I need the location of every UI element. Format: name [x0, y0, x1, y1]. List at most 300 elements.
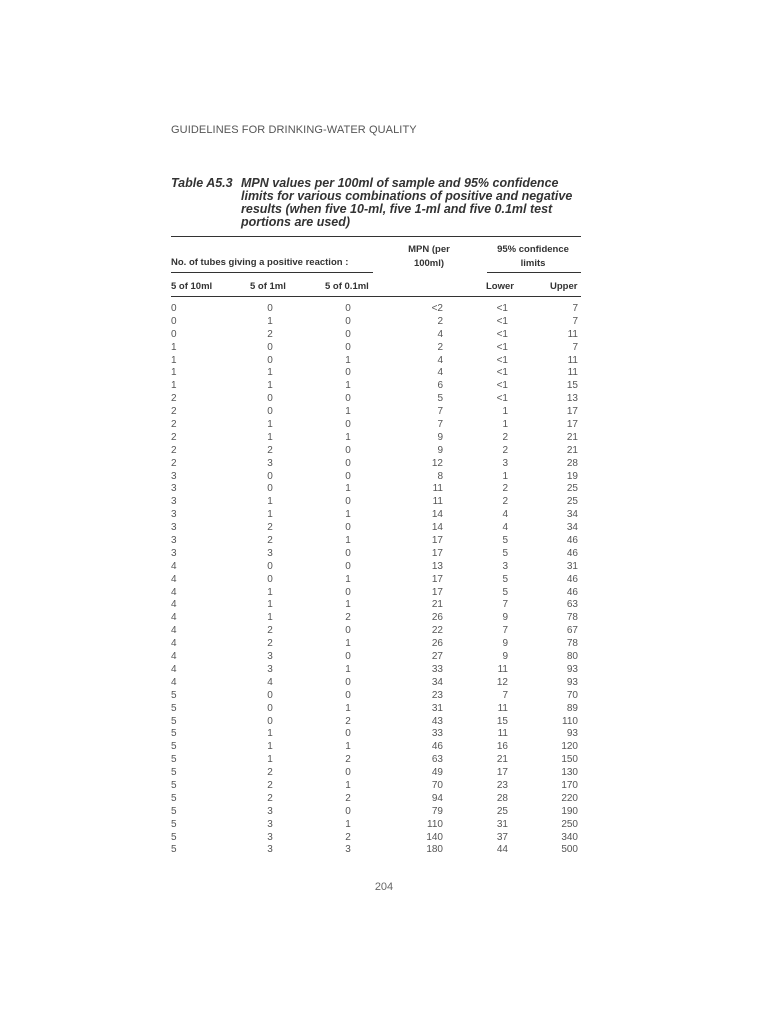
cell-1ml: 0: [267, 483, 273, 495]
cell-lower: 2: [502, 431, 508, 443]
cell-mpn: 46: [431, 741, 443, 753]
cell-01ml: 1: [345, 702, 351, 714]
table-row: [171, 548, 581, 561]
cell-upper: 46: [566, 535, 578, 547]
table-row: [171, 432, 581, 445]
cell-01ml: 0: [345, 341, 351, 353]
cell-01ml: 2: [345, 754, 351, 766]
cell-1ml: 1: [267, 419, 273, 431]
cell-10ml: 5: [171, 779, 177, 791]
cell-01ml: 1: [345, 406, 351, 418]
cell-mpn: 70: [431, 779, 443, 791]
cell-lower: <1: [496, 380, 508, 392]
cell-lower: 4: [502, 509, 508, 521]
cell-01ml: 2: [345, 792, 351, 804]
cell-mpn: 140: [426, 831, 443, 843]
table-row: [171, 728, 581, 741]
table-row: [171, 522, 581, 535]
table-row: [171, 651, 581, 664]
cell-upper: 78: [566, 612, 578, 624]
cell-10ml: 5: [171, 715, 177, 727]
cell-01ml: 0: [345, 522, 351, 534]
cell-10ml: 2: [171, 393, 177, 405]
cell-01ml: 0: [345, 689, 351, 701]
cell-01ml: 0: [345, 470, 351, 482]
cell-mpn: 6: [437, 380, 443, 392]
cell-upper: 46: [566, 586, 578, 598]
cell-mpn: 22: [431, 625, 443, 637]
cell-lower: 17: [496, 767, 508, 779]
cell-1ml: 2: [267, 767, 273, 779]
table-title: MPN values per 100ml of sample and 95% confidence limits for various combinations of positive and negative results (when five 10-ml, five 1-ml and five 0.1ml test portions are used): [241, 176, 573, 229]
cell-lower: 5: [502, 547, 508, 559]
cell-01ml: 1: [345, 431, 351, 443]
cell-lower: 11: [497, 702, 508, 714]
cell-mpn: 14: [431, 509, 443, 521]
table-row: [171, 780, 581, 793]
table-row: [171, 535, 581, 548]
cell-10ml: 5: [171, 754, 177, 766]
cell-1ml: 2: [267, 535, 273, 547]
cell-1ml: 2: [267, 779, 273, 791]
cell-10ml: 5: [171, 818, 177, 830]
cell-lower: 3: [502, 560, 508, 572]
cell-upper: 19: [566, 470, 578, 482]
table-row: [171, 625, 581, 638]
cell-10ml: 3: [171, 496, 177, 508]
cell-upper: 170: [561, 779, 578, 791]
cell-01ml: 0: [345, 315, 351, 327]
cell-lower: 12: [496, 676, 508, 688]
cell-10ml: 4: [171, 573, 177, 585]
cell-lower: 2: [502, 496, 508, 508]
header-tubes-group: No. of tubes giving a positive reaction :: [171, 257, 349, 268]
cell-upper: 93: [566, 663, 578, 675]
table-row: [171, 703, 581, 716]
cell-01ml: 0: [345, 457, 351, 469]
cell-lower: <1: [496, 393, 508, 405]
cell-1ml: 0: [267, 393, 273, 405]
cell-1ml: 1: [267, 496, 273, 508]
cell-lower: 44: [496, 844, 508, 856]
cell-mpn: 23: [431, 689, 443, 701]
cell-upper: 7: [572, 303, 578, 314]
cell-1ml: 2: [267, 522, 273, 534]
cell-mpn: 110: [427, 818, 443, 830]
cell-10ml: 5: [171, 844, 177, 856]
cell-mpn: 94: [431, 792, 443, 804]
cell-mpn: 33: [431, 728, 443, 740]
table-row: [171, 471, 581, 484]
cell-01ml: 0: [345, 560, 351, 572]
cell-mpn: 21: [431, 599, 443, 611]
cell-10ml: 3: [171, 470, 177, 482]
cell-1ml: 1: [267, 612, 273, 624]
table-row: [171, 574, 581, 587]
table-row: [171, 561, 581, 574]
table-row: [171, 638, 581, 651]
cell-01ml: 2: [345, 831, 351, 843]
table-row: [171, 496, 581, 509]
cell-1ml: 1: [267, 509, 273, 521]
cell-1ml: 0: [267, 702, 273, 714]
cell-10ml: 5: [171, 805, 177, 817]
table-number: Table A5.3: [171, 176, 233, 190]
table-row: [171, 393, 581, 406]
table-row: [171, 793, 581, 806]
cell-upper: 130: [561, 767, 578, 779]
cell-lower: 7: [502, 625, 508, 637]
cell-01ml: 1: [345, 380, 351, 392]
header-col-10ml: 5 of 10ml: [171, 281, 213, 292]
cell-mpn: 17: [431, 573, 443, 585]
cell-mpn: <2: [431, 303, 443, 314]
table-row: [171, 819, 581, 832]
cell-mpn: 11: [432, 483, 443, 495]
cell-mpn: 2: [437, 341, 443, 353]
cell-01ml: 1: [345, 818, 351, 830]
cell-01ml: 0: [345, 805, 351, 817]
cell-10ml: 4: [171, 638, 177, 650]
table-row: [171, 587, 581, 600]
table-row: [171, 716, 581, 729]
cell-10ml: 1: [171, 367, 177, 379]
cell-upper: 17: [566, 419, 578, 431]
cell-lower: 1: [502, 419, 508, 431]
table-row: [171, 844, 581, 857]
cell-lower: 31: [496, 818, 508, 830]
cell-10ml: 4: [171, 663, 177, 675]
cell-1ml: 1: [267, 431, 273, 443]
table-row: [171, 445, 581, 458]
cell-upper: 17: [566, 406, 578, 418]
cell-10ml: 3: [171, 509, 177, 521]
cell-mpn: 7: [437, 419, 443, 431]
mpn-table-body: [171, 303, 581, 857]
table-row: [171, 806, 581, 819]
table-row: [171, 419, 581, 432]
cell-mpn: 26: [431, 638, 443, 650]
cell-01ml: 0: [345, 728, 351, 740]
table-row: [171, 303, 581, 316]
cell-1ml: 3: [267, 651, 273, 663]
cell-lower: 25: [496, 805, 508, 817]
table-row: [171, 677, 581, 690]
table-row: [171, 509, 581, 522]
cell-lower: 1: [502, 406, 508, 418]
table-row: [171, 690, 581, 703]
cell-1ml: 0: [267, 341, 273, 353]
cell-10ml: 4: [171, 560, 177, 572]
cell-1ml: 1: [267, 741, 273, 753]
cell-10ml: 5: [171, 741, 177, 753]
cell-mpn: 12: [431, 457, 443, 469]
cell-upper: 34: [566, 522, 578, 534]
cell-lower: <1: [496, 341, 508, 353]
cell-mpn: 31: [431, 702, 443, 714]
cell-01ml: 0: [345, 328, 351, 340]
cell-upper: 63: [566, 599, 578, 611]
cell-lower: 5: [502, 573, 508, 585]
cell-upper: 120: [561, 741, 578, 753]
cell-upper: 80: [566, 651, 578, 663]
cell-lower: 2: [502, 483, 508, 495]
cell-01ml: 1: [345, 599, 351, 611]
cell-10ml: 4: [171, 676, 177, 688]
page-number: 204: [374, 881, 394, 893]
cell-10ml: 5: [171, 767, 177, 779]
cell-10ml: 0: [171, 315, 177, 327]
cell-10ml: 4: [171, 586, 177, 598]
cell-lower: 16: [496, 741, 508, 753]
table-row: [171, 664, 581, 677]
table-row: [171, 767, 581, 780]
cell-01ml: 2: [345, 715, 351, 727]
cell-lower: 11: [497, 663, 508, 675]
table-row: [171, 612, 581, 625]
cell-mpn: 79: [431, 805, 443, 817]
cell-10ml: 2: [171, 406, 177, 418]
cell-01ml: 0: [345, 367, 351, 379]
cell-1ml: 1: [267, 599, 273, 611]
cell-lower: 5: [502, 535, 508, 547]
cell-lower: <1: [496, 328, 508, 340]
cell-lower: 2: [502, 444, 508, 456]
cell-mpn: 9: [437, 444, 443, 456]
header-mpn: MPN (per 100ml): [408, 244, 450, 269]
cell-1ml: 2: [267, 625, 273, 637]
cell-10ml: 1: [171, 380, 177, 392]
cell-upper: 28: [566, 457, 578, 469]
cell-mpn: 17: [431, 535, 443, 547]
cell-10ml: 2: [171, 457, 177, 469]
cell-1ml: 3: [267, 457, 273, 469]
cell-1ml: 0: [267, 354, 273, 366]
cell-upper: 7: [572, 341, 578, 353]
cell-01ml: 0: [345, 586, 351, 598]
cell-1ml: 0: [267, 573, 273, 585]
cell-lower: 7: [502, 689, 508, 701]
cell-lower: 11: [497, 728, 508, 740]
cell-lower: 7: [502, 599, 508, 611]
cell-mpn: 43: [431, 715, 443, 727]
table-row: [171, 832, 581, 845]
cell-01ml: 3: [345, 844, 351, 856]
cell-10ml: 5: [171, 831, 177, 843]
cell-upper: 89: [566, 702, 578, 714]
table-row: [171, 355, 581, 368]
cell-1ml: 0: [267, 715, 273, 727]
cell-10ml: 4: [171, 612, 177, 624]
cell-1ml: 0: [267, 470, 273, 482]
tubes-group-rule: [171, 272, 373, 273]
cell-01ml: 0: [345, 547, 351, 559]
cell-1ml: 0: [267, 406, 273, 418]
cell-mpn: 14: [431, 522, 443, 534]
table-row: [171, 599, 581, 612]
cell-upper: 25: [566, 483, 578, 495]
cell-10ml: 5: [171, 702, 177, 714]
header-confidence: 95% confidence limits: [497, 244, 569, 269]
cell-mpn: 4: [437, 367, 443, 379]
cell-upper: 46: [566, 547, 578, 559]
cell-lower: 5: [502, 586, 508, 598]
table-row: [171, 316, 581, 329]
cell-01ml: 0: [345, 676, 351, 688]
cell-mpn: 33: [431, 663, 443, 675]
cell-lower: <1: [496, 367, 508, 379]
table-row: [171, 380, 581, 393]
cell-lower: 15: [496, 715, 508, 727]
cell-mpn: 180: [426, 844, 443, 856]
cell-1ml: 0: [267, 689, 273, 701]
cell-upper: 110: [562, 715, 578, 727]
cell-10ml: 3: [171, 522, 177, 534]
table-row: [171, 329, 581, 342]
cell-upper: 21: [566, 444, 578, 456]
cell-01ml: 0: [345, 625, 351, 637]
cell-mpn: 17: [431, 586, 443, 598]
cell-lower: 1: [502, 470, 508, 482]
cell-upper: 67: [566, 625, 578, 637]
cell-10ml: 5: [171, 689, 177, 701]
cell-10ml: 3: [171, 535, 177, 547]
running-header: GUIDELINES FOR DRINKING-WATER QUALITY: [171, 124, 417, 136]
cell-upper: 500: [561, 844, 578, 856]
cell-1ml: 2: [267, 328, 273, 340]
cell-10ml: 0: [171, 303, 177, 314]
cell-01ml: 0: [345, 444, 351, 456]
cell-upper: 150: [561, 754, 578, 766]
cell-01ml: 1: [345, 741, 351, 753]
cell-mpn: 2: [437, 315, 443, 327]
cell-upper: 21: [566, 431, 578, 443]
cell-1ml: 3: [267, 844, 273, 856]
cell-upper: 190: [561, 805, 578, 817]
cell-1ml: 0: [267, 560, 273, 572]
cell-mpn: 5: [437, 393, 443, 405]
cell-01ml: 0: [345, 651, 351, 663]
cell-10ml: 3: [171, 483, 177, 495]
cell-1ml: 0: [267, 303, 273, 314]
cell-10ml: 1: [171, 354, 177, 366]
cell-upper: 46: [566, 573, 578, 585]
cell-lower: <1: [496, 303, 508, 314]
cell-lower: <1: [496, 315, 508, 327]
header-col-01ml: 5 of 0.1ml: [325, 281, 369, 292]
cell-10ml: 5: [171, 792, 177, 804]
confidence-rule: [487, 272, 581, 273]
cell-01ml: 2: [345, 612, 351, 624]
cell-01ml: 1: [345, 483, 351, 495]
cell-lower: 21: [496, 754, 508, 766]
cell-lower: 28: [496, 792, 508, 804]
cell-upper: 220: [561, 792, 578, 804]
table-row: [171, 406, 581, 419]
cell-10ml: 0: [171, 328, 177, 340]
cell-1ml: 1: [267, 586, 273, 598]
cell-01ml: 0: [345, 767, 351, 779]
cell-mpn: 34: [431, 676, 443, 688]
cell-upper: 25: [566, 496, 578, 508]
cell-1ml: 3: [267, 547, 273, 559]
header-upper: Upper: [550, 281, 578, 292]
table-row: [171, 342, 581, 355]
cell-upper: 340: [561, 831, 578, 843]
cell-mpn: 8: [437, 470, 443, 482]
cell-10ml: 4: [171, 599, 177, 611]
cell-1ml: 1: [267, 367, 273, 379]
header-lower: Lower: [486, 281, 514, 292]
cell-1ml: 4: [267, 676, 273, 688]
cell-lower: 23: [496, 779, 508, 791]
cell-lower: 9: [502, 638, 508, 650]
cell-1ml: 2: [267, 638, 273, 650]
table-row: [171, 483, 581, 496]
cell-1ml: 3: [267, 805, 273, 817]
cell-lower: 3: [502, 457, 508, 469]
cell-lower: 9: [502, 612, 508, 624]
cell-01ml: 0: [345, 419, 351, 431]
cell-upper: 7: [572, 315, 578, 327]
cell-01ml: 1: [345, 779, 351, 791]
cell-01ml: 1: [345, 638, 351, 650]
cell-upper: 15: [566, 380, 578, 392]
cell-upper: 11: [567, 354, 578, 366]
cell-10ml: 2: [171, 444, 177, 456]
cell-upper: 70: [566, 689, 578, 701]
cell-01ml: 1: [345, 535, 351, 547]
table-top-rule: [171, 236, 581, 237]
cell-upper: 13: [566, 393, 578, 405]
cell-mpn: 26: [431, 612, 443, 624]
cell-upper: 93: [566, 676, 578, 688]
cell-01ml: 1: [345, 354, 351, 366]
cell-lower: <1: [496, 354, 508, 366]
cell-lower: 37: [496, 831, 508, 843]
cell-1ml: 1: [267, 380, 273, 392]
table-row: [171, 741, 581, 754]
cell-upper: 250: [561, 818, 578, 830]
cell-mpn: 49: [431, 767, 443, 779]
cell-upper: 93: [566, 728, 578, 740]
cell-10ml: 1: [171, 341, 177, 353]
table-row: [171, 458, 581, 471]
cell-upper: 31: [566, 560, 578, 572]
cell-mpn: 17: [431, 547, 443, 559]
cell-01ml: 0: [345, 303, 351, 314]
cell-10ml: 2: [171, 431, 177, 443]
cell-upper: 34: [566, 509, 578, 521]
cell-mpn: 4: [437, 328, 443, 340]
cell-10ml: 4: [171, 651, 177, 663]
cell-01ml: 1: [345, 509, 351, 521]
cell-mpn: 13: [431, 560, 443, 572]
cell-mpn: 63: [431, 754, 443, 766]
cell-lower: 9: [502, 651, 508, 663]
cell-01ml: 0: [345, 496, 351, 508]
cell-10ml: 2: [171, 419, 177, 431]
cell-1ml: 3: [267, 831, 273, 843]
cell-01ml: 0: [345, 393, 351, 405]
cell-upper: 11: [567, 367, 578, 379]
cell-10ml: 4: [171, 625, 177, 637]
cell-1ml: 1: [267, 315, 273, 327]
cell-mpn: 4: [437, 354, 443, 366]
cell-mpn: 7: [437, 406, 443, 418]
cell-1ml: 2: [267, 792, 273, 804]
cell-1ml: 1: [267, 728, 273, 740]
